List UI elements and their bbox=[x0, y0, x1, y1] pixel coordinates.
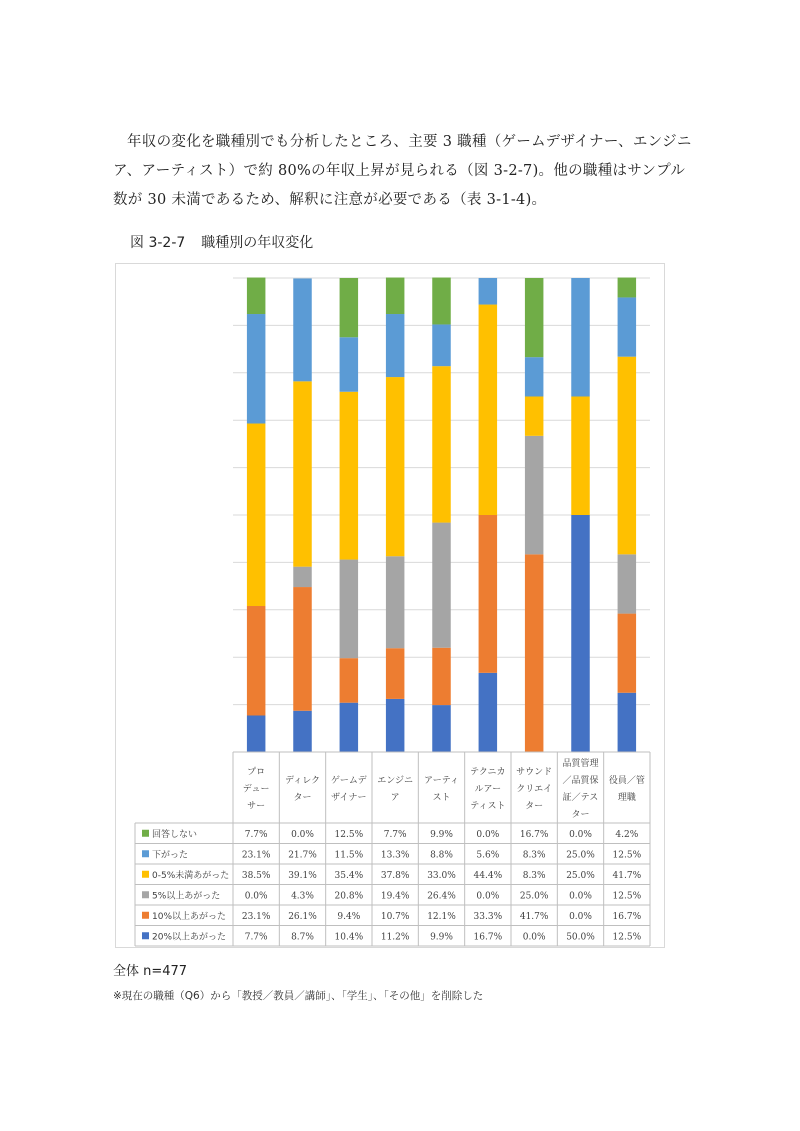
category-label: 品質管理 bbox=[562, 759, 599, 769]
bar-segment bbox=[479, 673, 498, 752]
category-label: デュー bbox=[242, 784, 270, 795]
legend-swatch bbox=[142, 891, 149, 898]
data-label: 9.9% bbox=[430, 932, 453, 943]
bar-segment bbox=[340, 337, 359, 392]
data-label: 7.7% bbox=[244, 829, 268, 840]
bar-segment bbox=[432, 705, 451, 752]
category-label: ター bbox=[525, 801, 544, 812]
data-label: 16.7% bbox=[612, 911, 642, 922]
data-label: 8.7% bbox=[291, 932, 314, 943]
data-label: 4.3% bbox=[291, 891, 314, 902]
bar-segment bbox=[525, 436, 544, 555]
bar-segment bbox=[340, 703, 359, 752]
category-label: ザイナー bbox=[331, 793, 367, 803]
data-label: 12.5% bbox=[334, 829, 364, 840]
data-label: 8.3% bbox=[522, 850, 546, 861]
category-label: サウンド bbox=[516, 767, 553, 778]
data-label: 0.0% bbox=[476, 891, 500, 902]
category-label: エンジニ bbox=[377, 776, 414, 786]
bar-segment bbox=[525, 278, 544, 357]
bar-segment bbox=[432, 523, 451, 648]
bar-segment bbox=[386, 699, 405, 752]
data-label: 25.0% bbox=[566, 870, 595, 881]
bar-segment bbox=[293, 567, 312, 587]
data-label: 41.7% bbox=[612, 870, 642, 881]
bar-segment bbox=[618, 614, 637, 693]
data-label: 5.6% bbox=[476, 850, 500, 861]
data-label: 0.0% bbox=[244, 891, 268, 902]
category-label: ゲームデ bbox=[330, 776, 367, 786]
category-label: クリエイ bbox=[516, 784, 553, 795]
bar-segment bbox=[293, 381, 312, 566]
data-label: 33.3% bbox=[473, 911, 503, 922]
legend-label: 5%以上あがった bbox=[152, 891, 221, 902]
legend-swatch bbox=[142, 850, 149, 857]
legend-swatch bbox=[142, 830, 149, 837]
data-label: 9.9% bbox=[430, 829, 453, 840]
data-label: 8.8% bbox=[430, 850, 453, 861]
bar-segment bbox=[386, 556, 405, 648]
figure-title bbox=[130, 232, 313, 252]
data-label: 21.7% bbox=[288, 850, 317, 861]
stacked-bar-chart bbox=[116, 264, 666, 949]
data-label: 0.0% bbox=[522, 932, 546, 943]
bar-segment bbox=[618, 693, 637, 752]
category-label: 証／テス bbox=[562, 793, 599, 803]
bar-segment bbox=[571, 278, 590, 397]
body-paragraph: 年収の変化を職種別でも分析したところ、主要 3 職種（ゲームデザイナー、エンジニア、アーティスト）で約 80%の年収上昇が見られる（図 3-2-7)。他の職種はサンプル数が 30 未満であるため、解釈に注意が必要である（表 3-1-4)。 bbox=[113, 134, 692, 208]
data-label: 38.5% bbox=[241, 870, 271, 881]
bar-segment bbox=[293, 587, 312, 711]
bar-segment bbox=[340, 560, 359, 659]
bar-segment bbox=[479, 305, 498, 515]
figure-number: 図 3-2-7 bbox=[130, 235, 186, 251]
data-label: 25.0% bbox=[519, 891, 549, 902]
data-label: 7.7% bbox=[383, 829, 407, 840]
data-label: 7.7% bbox=[244, 932, 268, 943]
bar-segment bbox=[479, 515, 498, 673]
data-label: 0.0% bbox=[291, 829, 314, 840]
bar-segment bbox=[618, 278, 637, 298]
bar-segment bbox=[340, 278, 359, 337]
data-label: 20.8% bbox=[334, 891, 364, 902]
data-label: 4.2% bbox=[615, 829, 639, 840]
bar-segment bbox=[247, 716, 266, 752]
data-label: 12.5% bbox=[612, 932, 642, 943]
data-label: 44.4% bbox=[473, 870, 503, 881]
legend-swatch bbox=[142, 871, 149, 878]
category-label: テクニカ bbox=[470, 767, 506, 778]
data-label: 23.1% bbox=[241, 850, 271, 861]
data-label: 8.3% bbox=[522, 870, 546, 881]
data-label: 0.0% bbox=[569, 911, 592, 922]
bar-segment bbox=[432, 648, 451, 705]
category-label: ティスト bbox=[470, 801, 506, 812]
bar-segment bbox=[386, 648, 405, 699]
bar-segment bbox=[386, 377, 405, 556]
bar-segment bbox=[571, 397, 590, 516]
category-label: サー bbox=[247, 801, 266, 812]
category-label: ディレク bbox=[284, 776, 321, 786]
bar-segment bbox=[340, 658, 359, 703]
legend-label: 下がった bbox=[152, 850, 189, 861]
data-label: 9.4% bbox=[337, 911, 361, 922]
data-label: 12.5% bbox=[612, 850, 642, 861]
chart-container bbox=[115, 263, 665, 948]
data-label: 39.1% bbox=[288, 870, 317, 881]
category-label: スト bbox=[432, 793, 451, 803]
data-label: 33.0% bbox=[427, 870, 456, 881]
category-label: ター bbox=[293, 793, 312, 803]
data-label: 10.4% bbox=[334, 932, 364, 943]
bar-segment bbox=[618, 297, 637, 356]
bar-segment bbox=[571, 515, 590, 752]
bar-segment bbox=[432, 278, 451, 325]
bar-segment bbox=[386, 278, 405, 314]
category-label: ター bbox=[571, 810, 590, 820]
bar-segment bbox=[247, 314, 266, 423]
data-label: 0.0% bbox=[569, 891, 592, 902]
data-label: 26.1% bbox=[288, 911, 317, 922]
bar-segment bbox=[247, 424, 266, 606]
category-label: ルアー bbox=[474, 784, 502, 795]
data-label: 12.5% bbox=[612, 891, 642, 902]
data-label: 23.1% bbox=[241, 911, 271, 922]
legend-swatch bbox=[142, 912, 149, 919]
category-label: アーティ bbox=[423, 776, 460, 786]
data-label: 41.7% bbox=[519, 911, 549, 922]
bar-segment bbox=[247, 278, 266, 314]
bar-segment bbox=[479, 278, 498, 305]
bar-segment bbox=[432, 366, 451, 522]
data-label: 0.0% bbox=[569, 829, 592, 840]
footnote: ※現在の職種（Q6）から「教授／教員／講師」、「学生」、「その他」を削除した bbox=[113, 990, 484, 1002]
legend-label: 10%以上あがった bbox=[152, 911, 227, 922]
bar-segment bbox=[525, 357, 544, 396]
data-label: 16.7% bbox=[473, 932, 503, 943]
bar-segment bbox=[525, 397, 544, 436]
data-label: 12.1% bbox=[427, 911, 456, 922]
legend-swatch bbox=[142, 932, 149, 939]
sample-size-note: 全体 n=477 bbox=[113, 964, 188, 979]
data-label: 37.8% bbox=[380, 870, 410, 881]
bar-segment bbox=[618, 554, 637, 613]
data-label: 11.2% bbox=[380, 932, 410, 943]
data-label: 11.5% bbox=[334, 850, 364, 861]
bar-segment bbox=[247, 606, 266, 715]
legend-label: 0-5%未満あがった bbox=[152, 870, 230, 881]
category-label: 役員／管 bbox=[608, 776, 645, 786]
category-label: プロ bbox=[247, 767, 266, 778]
bar-segment bbox=[340, 392, 359, 560]
data-label: 0.0% bbox=[476, 829, 500, 840]
figure-caption: 職種別の年収変化 bbox=[201, 235, 314, 251]
data-label: 13.3% bbox=[380, 850, 410, 861]
bar-segment bbox=[618, 357, 637, 555]
bar-segment bbox=[386, 314, 405, 377]
legend-label: 20%以上あがった bbox=[152, 932, 227, 943]
bar-segment bbox=[525, 554, 544, 752]
data-label: 25.0% bbox=[566, 850, 595, 861]
category-label: ア bbox=[390, 793, 400, 803]
bar-segment bbox=[293, 278, 312, 381]
data-label: 26.4% bbox=[427, 891, 456, 902]
data-label: 35.4% bbox=[334, 870, 364, 881]
category-label: 理職 bbox=[617, 793, 636, 803]
category-label: ／品質保 bbox=[562, 776, 599, 786]
bar-segment bbox=[293, 711, 312, 752]
data-label: 19.4% bbox=[380, 891, 410, 902]
bar-segment bbox=[432, 324, 451, 366]
data-label: 10.7% bbox=[380, 911, 410, 922]
data-label: 16.7% bbox=[519, 829, 549, 840]
legend-label: 回答しない bbox=[152, 829, 198, 840]
data-label: 50.0% bbox=[566, 932, 595, 943]
